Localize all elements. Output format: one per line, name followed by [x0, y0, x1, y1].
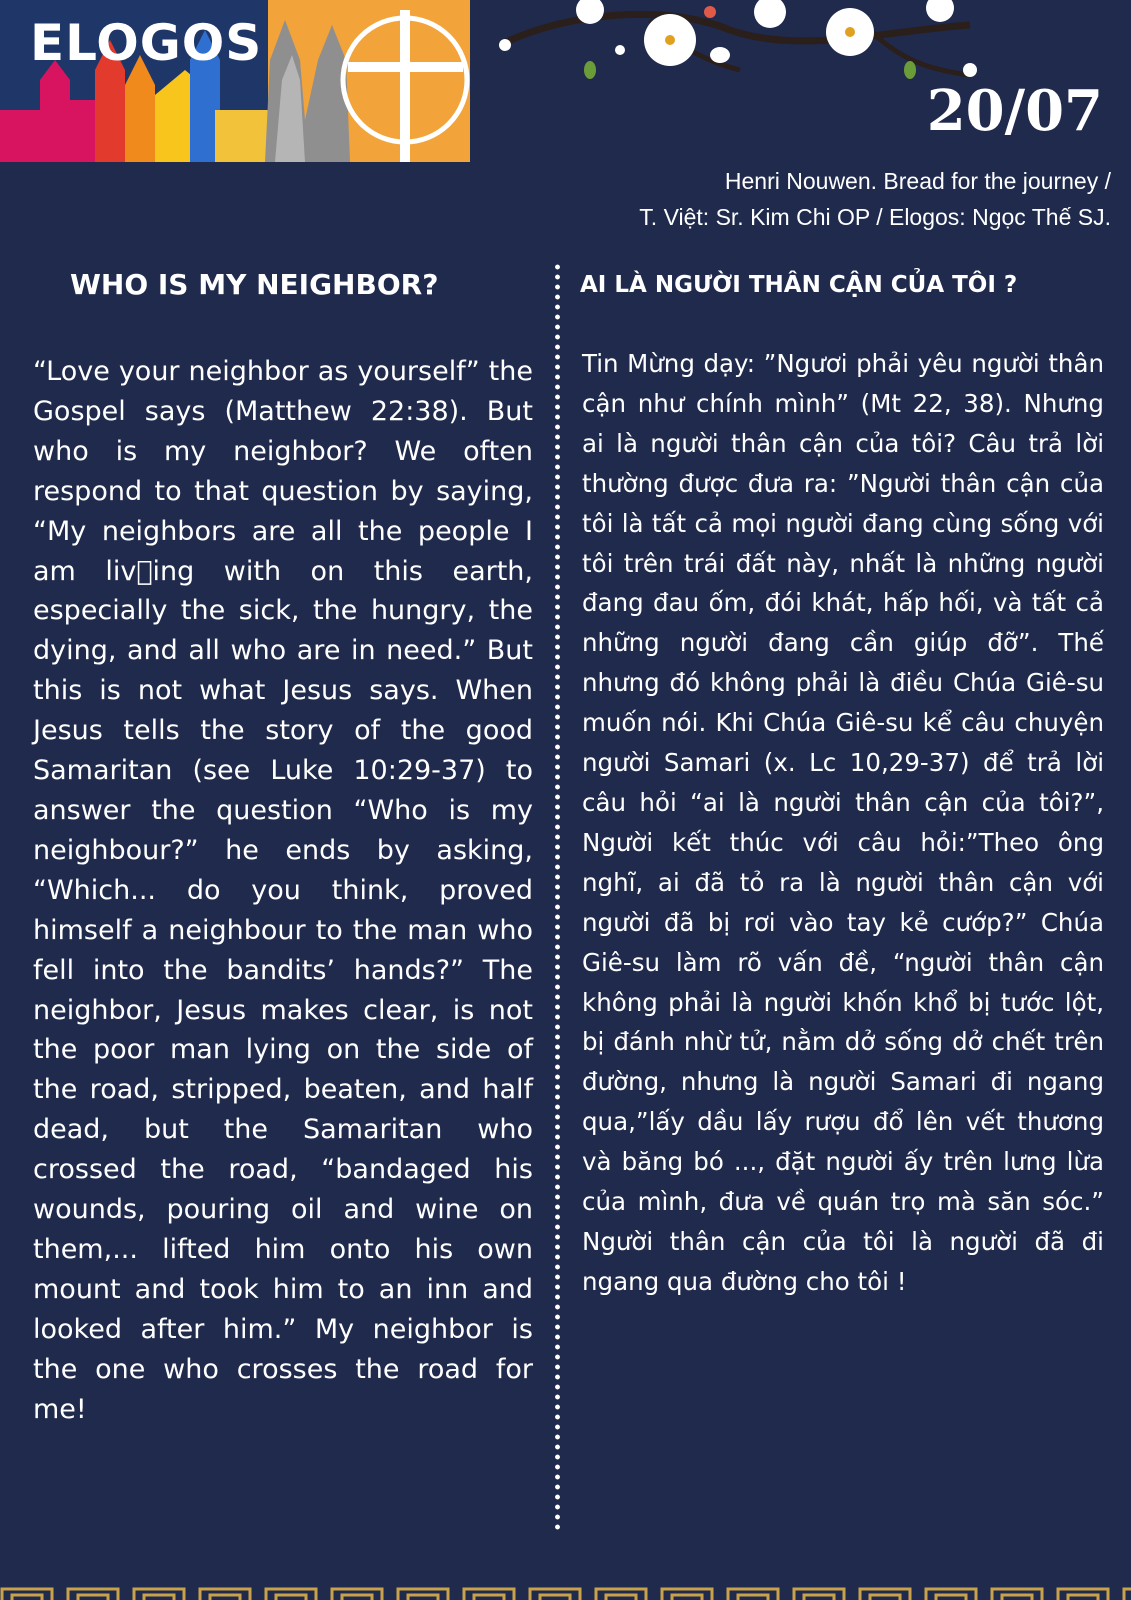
credits-line-1: Henri Nouwen. Bread for the journey / — [724, 168, 1111, 194]
vietnamese-body: Tin Mừng dạy: ”Ngươi phải yêu người thân cận như chính mình” (Mt 22, 38). Nhưng ai là người thân cận của tôi? Câu trả lời thường được đưa ra: ”Người thân cận của tôi là tất cả mọi người đang cùng sống với tôi trên trái đất này, nhất là những người đang đau ốm, đói khát, hấp hối, và tất cả những người đang cần giúp đỡ”. Thế nhưng đó không phải là điều Chúa Giê-su muốn nói. Khi Chúa Giê-su kể câu chuyện người Samari (x. Lc 10,29-37) để trả lời câu hỏi “ai là người thân cận của tôi?”, Người kết thúc với câu hỏi:”Theo ông nghĩ, ai đã tỏ ra là người thân cận với người đã bị rơi vào tay kẻ cướp?” Chúa Giê-su làm rõ vấn đề, “người thân cận không phải là người khốn khổ bị tước lột, bị đánh nhừ tử, nằm dở sống dở chết trên đường, nhưng là người Samari đi ngang qua,”lấy dầu lấy rượu đổ lên vết thương và băng bó ..., đặt người ấy trên lưng lừa của mình, đưa về quán trọ mà săn sóc.” Người thân cận của tôi là người đã đi ngang qua đường cho tôi ! — [582, 349, 1104, 1296]
vietnamese-title: AI LÀ NGƯỜI THÂN CẬN CỦA TÔI ? — [580, 272, 1018, 298]
english-body: “Love your neighbor as yourself” the Gospel says (Matthew 22:38). But who is my neighbor? We often respond to that question by saying, “My neighbors are all the people I am liv ing with on this earth, especially the sick, the hungry, the dying, and all who are in need.” But this is not what Jesus says. When Jesus tells the story of the good Samaritan (see Luke 10:29-37) to answer the question “Who is my neighbour?” he ends by asking, “Which... do you think, proved himself a neighbour to the man who fell into the bandits’ hands?” The neighbor, Jesus makes clear, is not the poor man lying on the side of the road, stripped, beaten, and half dead, but the Samaritan who crossed the road, “bandaged his wounds, pouring oil and wine on them,... lifted him onto his own mount and took him to an inn and looked after him.” My neighbor is the one who crosses the road for me! — [33, 356, 533, 1425]
logo-text: ELOGOS — [30, 14, 263, 72]
elogos-logo — [0, 0, 470, 162]
decorative-border — [0, 1586, 1131, 1600]
column-divider — [555, 262, 560, 1532]
date: 20/07 — [926, 78, 1103, 144]
credits-line-2: T. Việt: Sr. Kim Chi OP / Elogos: Ngọc Thế SJ. — [639, 204, 1111, 230]
credits — [639, 163, 1111, 235]
english-title: WHO IS MY NEIGHBOR? — [70, 268, 439, 301]
